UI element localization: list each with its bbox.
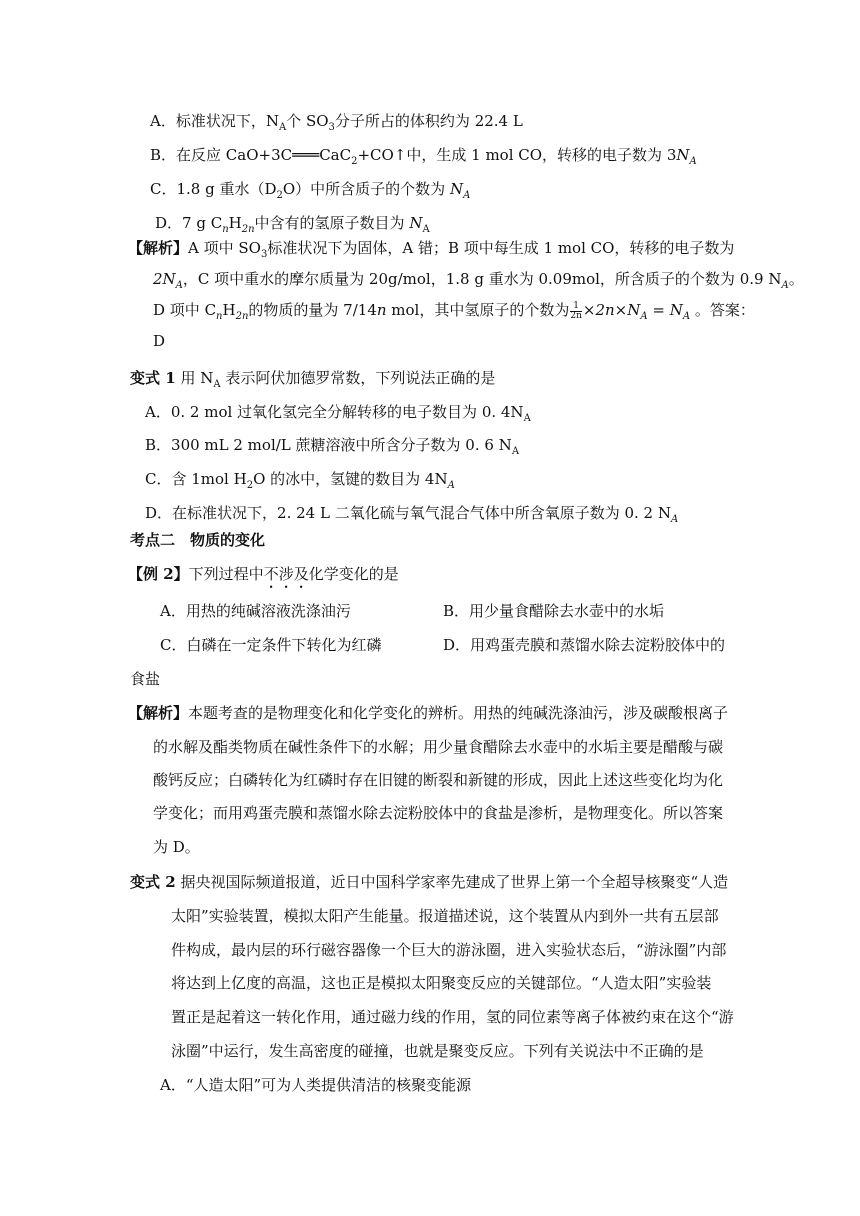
analysis1-line4: D — [153, 332, 166, 350]
variant2-option-a: A．“人造太阳”可为人类提供清洁的核聚变能源 — [160, 1076, 472, 1094]
q1-option-c: C．1.8 g 重水$(D_2O)$中所含质子的个数为 $N_A$ — [150, 180, 471, 201]
variant2-line4: 将达到上亿度的高温，这也正是模拟太阳聚变反应的关键部位。“人造太阳”实验装 — [171, 974, 712, 992]
analysis2-line2: 的水解及酯类物质在碱性条件下的水解；用少量食醋除去水壶中的水垢主要是醋酸与碳 — [153, 738, 724, 756]
variant2-line6: 泳圈”中运行，发生高密度的碰撞，也就是聚变反应。下列有关说法中不正确的是 — [171, 1042, 704, 1060]
q1-option-b: B．在反应 CaO+3C═══CaC$_2$+CO↑中，生成 1 mol CO，转移的电子数为 $3N_A$ — [150, 146, 697, 167]
variant1-option-b: B．300 mL 2 mol/L 蔗糖溶液中所含分子数为 0. 6 $N_A$ — [145, 436, 520, 457]
analysis2-line1: 【解析】本题考查的是物理变化和化学变化的辨析。用热的纯碱洗涤油污，涉及碳酸根离子 — [128, 704, 729, 722]
analysis1-line3: D 项中 $C_nH_{2n}$的物质的量为 7/14n mol，其中氢原子的个数为 $\frac{1}{2n}$ $\times 2n\times N_A = N_A$ 。答案： — [153, 300, 755, 322]
variant1-option-c: C．含 1mol $H_2O$ 的冰中，氢键的数目为 $4N_A$ — [145, 470, 455, 491]
example2-option-b: B．用少量食醋除去水壶中的水垢 — [443, 602, 665, 620]
analysis2-line5: 为 D。 — [153, 838, 200, 856]
q1-option-a: A．标准状况下，$N_A$个 $SO_3$分子所占的体积约为 22.4 L — [150, 112, 523, 133]
variant2-line3: 件构成，最内层的环行磁容器像一个巨大的游泳圈，进入实验状态后，“游泳圈”内部 — [171, 941, 727, 959]
fraction: $\frac{1}{2n}$ — [570, 300, 582, 321]
q1-option-d: D．7 g $C_nH_{2n}$中含有的氢原子数目为 $N_A$ — [155, 214, 430, 235]
example2-option-d: D．用鸡蛋壳膜和蒸馏水除去淀粉胶体中的 — [443, 636, 726, 654]
variant2-line5: 置正是起着这一转化作用，通过磁力线的作用，氢的同位素等离子体被约束在这个“游 — [171, 1008, 734, 1026]
variant1-stem: 变式 1 用 $N_A$ 表示阿伏加德罗常数，下列说法正确的是 — [130, 369, 496, 390]
example2-option-a: A．用热的纯碱溶液洗涤油污 — [160, 602, 351, 620]
variant1-option-a: A．0. 2 mol 过氧化氢完全分解转移的电子数目为 0. $4N_A$ — [145, 403, 531, 424]
example2-option-d-cont: 食盐 — [130, 670, 161, 688]
analysis2-line3: 酸钙反应；白磷转化为红磷时存在旧键的断裂和新键的形成，因此上述这些变化均为化 — [153, 771, 724, 789]
example2-stem: 【例 2】下列过程中不涉及化学变化的是 — [128, 565, 399, 583]
analysis1-line2: $2N_A$，C 项中重水的摩尔质量为 20g/mol，1.8 g 重水为 0.09mol，所含质子的个数为 0.9 $N_A$。 — [153, 270, 804, 291]
analysis-label: 【解析】 — [128, 239, 189, 257]
variant2-line2: 太阳”实验装置，模拟太阳产生能量。报道描述说，这个装置从内到外一共有五层部 — [171, 907, 719, 925]
section-title: 考点二 物质的变化 — [130, 531, 266, 549]
example2-option-c: C．白磷在一定条件下转化为红磷 — [160, 636, 382, 654]
analysis2-line4: 学变化；而用鸡蛋壳膜和蒸馏水除去淀粉胶体中的食盐是渗析，是物理变化。所以答案 — [153, 804, 724, 822]
analysis1-line1: 【解析】A 项中 $SO_3$标准状况下为固体，A 错；B 项中每生成 1 mol CO，转移的电子数为 — [128, 239, 735, 260]
variant1-option-d: D．在标准状况下，2. 24 L 二氧化硫与氧气混合气体中所含氧原子数为 0. 2 $N_A$ — [145, 504, 679, 525]
variant2-line1: 变式 2 据央视国际频道报道，近日中国科学家率先建成了世界上第一个全超导核聚变“人造 — [130, 873, 729, 891]
